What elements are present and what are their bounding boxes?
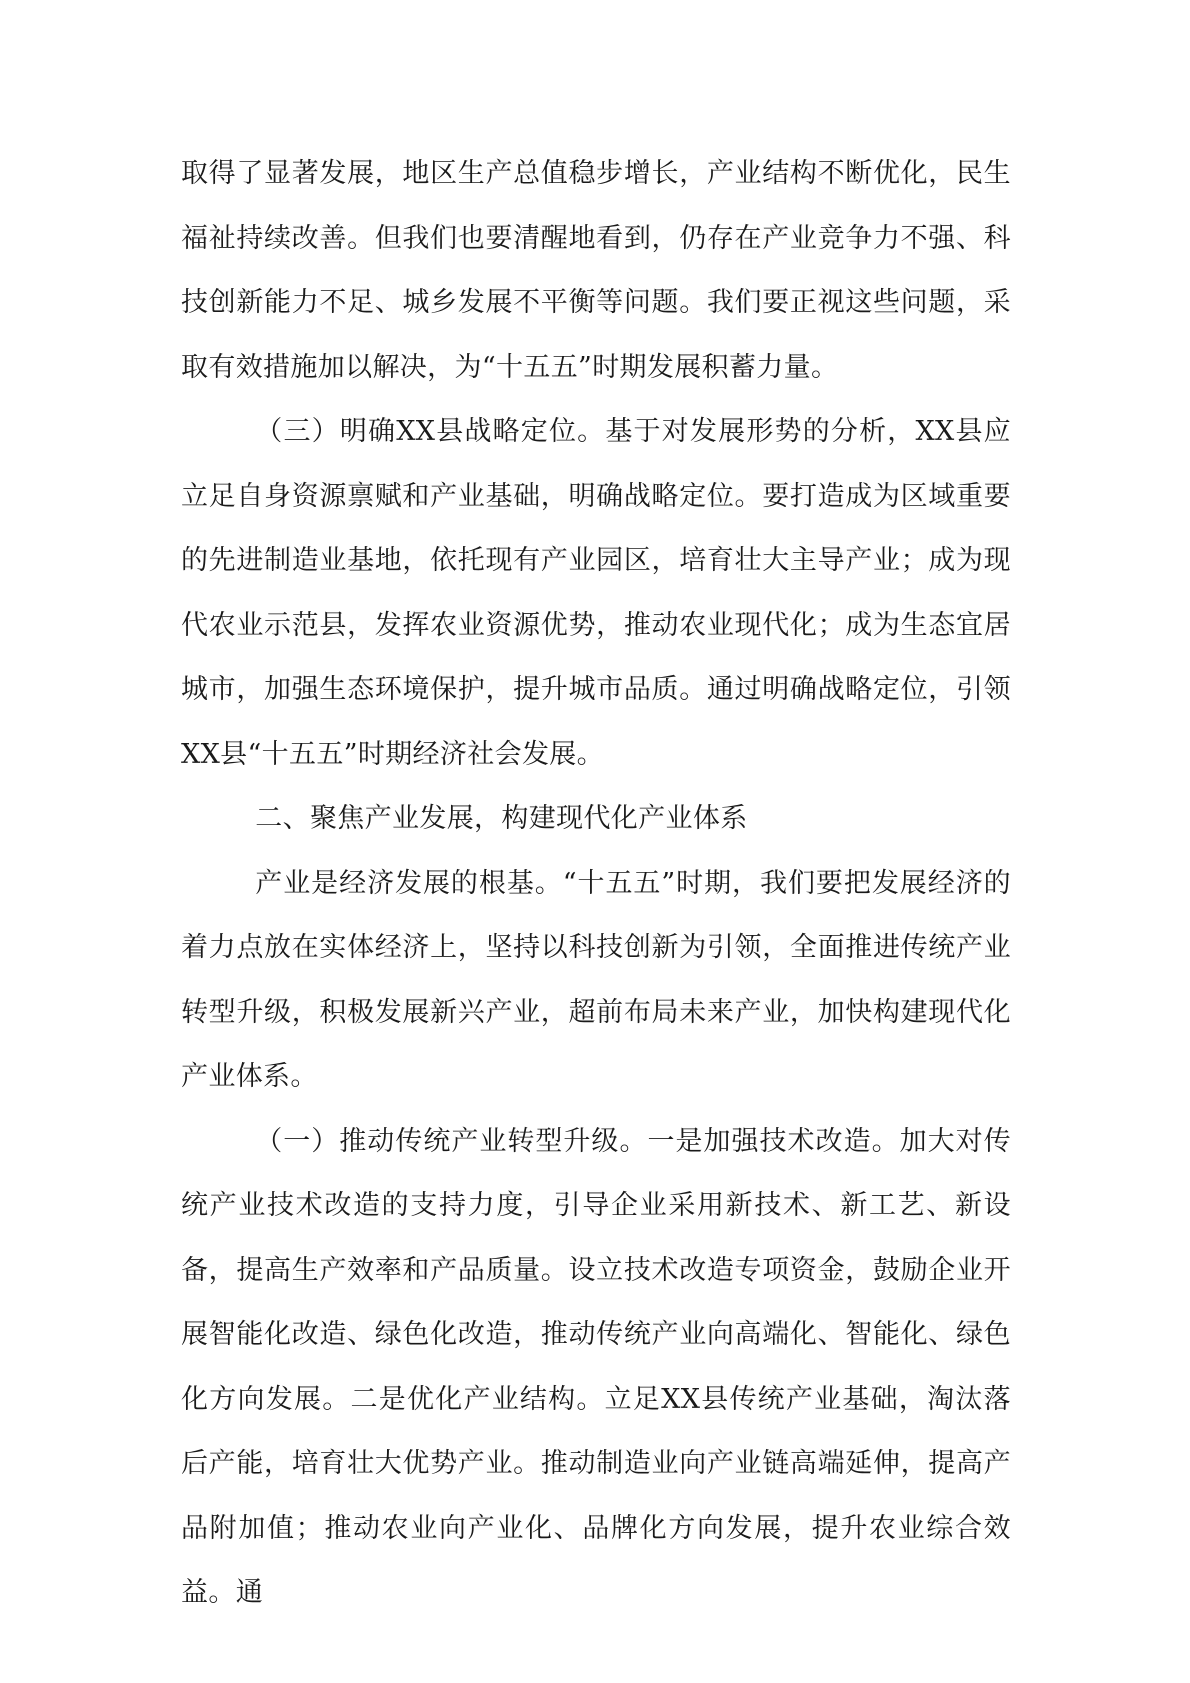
section-heading-industry: 二、聚焦产业发展，构建现代化产业体系	[255, 803, 748, 834]
paragraph-traditional-industry-upgrade: （一）推动传统产业转型升级。一是加强技术改造。加大对传统产业技术改造的支持力度，引导企业采用新技术、新工艺、新设备，提高生产效率和产品质量。设立技术改造专项资金，鼓励企业开展智能化改造、绿色化改造，推动传统产业向高端化、智能化、绿色化方向发展。二是优化产业结构。立足XX县传统产业基础，淘汰落后产能，培育壮大优势产业。推动制造业向产业链高端延伸，提高产品附加值；推动农业向产业化、品牌化方向发展，提升农业综合效益。通	[181, 1125, 1011, 1608]
paragraph-development-summary: 取得了显著发展，地区生产总值稳步增长，产业结构不断优化，民生福祉持续改善。但我们也要清醒地看到，仍存在产业竞争力不强、科技创新能力不足、城乡发展不平衡等问题。我们要正视这些问题，采取有效措施加以解决，为“十五五”时期发展积蓄力量。	[181, 158, 1011, 383]
document-page	[181, 142, 1011, 1626]
paragraph-industry-foundation: 产业是经济发展的根基。“十五五”时期，我们要把发展经济的着力点放在实体经济上，坚持以科技创新为引领，全面推进传统产业转型升级，积极发展新兴产业，超前布局未来产业，加快构建现代化产业体系。	[181, 867, 1011, 1092]
paragraph-strategic-positioning: （三）明确XX县战略定位。基于对发展形势的分析，XX县应立足自身资源禀赋和产业基础，明确战略定位。要打造成为区域重要的先进制造业基地，依托现有产业园区，培育壮大主导产业；成为现代农业示范县，发挥农业资源优势，推动农业现代化；成为生态宜居城市，加强生态环境保护，提升城市品质。通过明确战略定位，引领XX县“十五五”时期经济社会发展。	[181, 416, 1011, 770]
